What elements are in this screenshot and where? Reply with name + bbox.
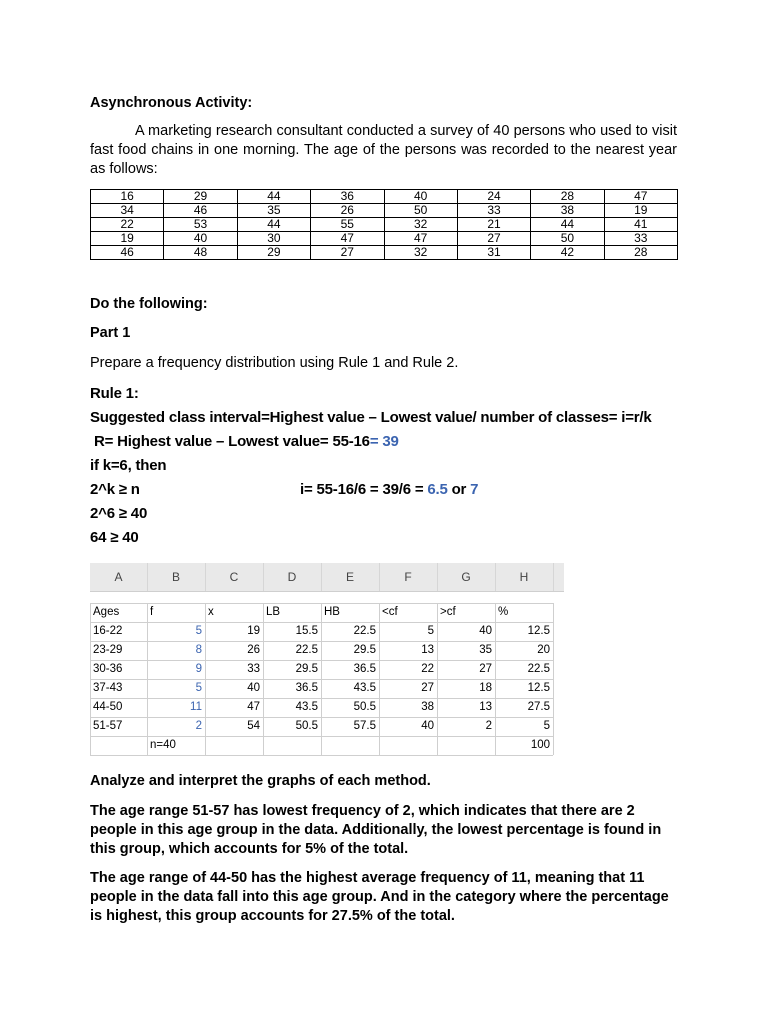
intro-paragraph: A marketing research consultant conducted a survey of 40 persons who used to visit fast food chains in one morning. The age of the persons was recorded to the nearest year as follows: [90, 123, 677, 177]
sheet-cell: 44-50 [93, 701, 123, 713]
raw-table-row [91, 190, 678, 204]
sheet-cell: 38 [421, 701, 434, 713]
raw-table-row [91, 204, 678, 218]
rule1-k-line: if k=6, then [90, 457, 167, 474]
interval-expression: i= 55-16/6 = 39/6 = [300, 481, 428, 498]
prepare-instruction: Prepare a frequency distribution using Rule 1 and Rule 2. [90, 355, 459, 371]
sheet-cell: 19 [247, 625, 260, 637]
rule1-interval-line [300, 481, 478, 498]
sheet-column-letter: H [495, 563, 554, 591]
raw-table-cell: 46 [91, 246, 164, 260]
sheet-cell: 15.5 [295, 625, 318, 637]
sheet-cell: 22.5 [527, 663, 550, 675]
sheet-cell: n=40 [150, 739, 176, 751]
sheet-cell: 18 [479, 682, 492, 694]
sheet-cell: 8 [195, 644, 202, 656]
sheet-cell: 12.5 [527, 625, 550, 637]
raw-table-cell: 50 [384, 204, 457, 218]
raw-table-cell: 32 [384, 218, 457, 232]
sheet-cell: 29.5 [353, 644, 376, 656]
raw-table-cell: 53 [164, 218, 237, 232]
sheet-cell: 22 [421, 663, 434, 675]
rule1-formula: Suggested class interval=Highest value – Lowest value/ number of classes= i=r/k [90, 409, 652, 426]
sheet-cell: 36.5 [295, 682, 318, 694]
rule1-2k-line: 2^k ≥ n [90, 481, 140, 498]
raw-table-cell: 44 [531, 218, 604, 232]
analyze-heading: Analyze and interpret the graphs of each method. [90, 773, 431, 789]
raw-table-cell: 42 [531, 246, 604, 260]
sheet-cell: 100 [530, 739, 550, 751]
raw-table-cell: 26 [311, 204, 384, 218]
sheet-cell: % [498, 606, 509, 618]
sheet-column-letter: F [379, 563, 438, 591]
do-following-heading: Do the following: [90, 296, 208, 312]
raw-table-cell: 41 [604, 218, 677, 232]
sheet-cell: 20 [537, 644, 550, 656]
interval-value-1: 6.5 [427, 481, 448, 498]
sheet-cell: 40 [247, 682, 260, 694]
sheet-cell: f [150, 606, 154, 618]
sheet-cell: 26 [247, 644, 260, 656]
raw-table-cell: 40 [164, 232, 237, 246]
sheet-cell: 27 [479, 663, 492, 675]
sheet-cell: 37-43 [93, 682, 123, 694]
sheet-cell: 13 [421, 644, 434, 656]
sheet-grid-line [553, 603, 554, 755]
sheet-cell: 16-22 [93, 625, 123, 637]
raw-table-cell: 34 [91, 204, 164, 218]
range-result: = 39 [369, 433, 399, 450]
raw-table-cell: 33 [604, 232, 677, 246]
sheet-cell: 11 [190, 701, 202, 713]
sheet-cell: LB [266, 606, 281, 618]
sheet-cell: 12.5 [527, 682, 550, 694]
raw-table-cell: 24 [457, 190, 530, 204]
raw-table-cell: 16 [91, 190, 164, 204]
sheet-cell: 51-57 [93, 720, 123, 732]
rule1-64-line: 64 ≥ 40 [90, 529, 139, 546]
raw-table-cell: 38 [531, 204, 604, 218]
sheet-cell: 5 [427, 625, 434, 637]
raw-table-cell: 55 [311, 218, 384, 232]
raw-table-cell: 22 [91, 218, 164, 232]
sheet-cell: 9 [195, 663, 202, 675]
sheet-cell: Ages [93, 606, 120, 618]
raw-table-cell: 28 [531, 190, 604, 204]
sheet-cell: 40 [479, 625, 492, 637]
raw-table-cell: 47 [384, 232, 457, 246]
raw-table-row [91, 246, 678, 260]
sheet-cell: 5 [195, 682, 202, 694]
sheet-cell: 40 [421, 720, 434, 732]
interpretation-1: The age range 51-57 has lowest frequency of 2, which indicates that there are 2 people in this age group in the data. Additionally, the lowest percentage is found in this group, which accounts for 5% of the total. [90, 803, 662, 857]
sheet-cell: 54 [247, 720, 260, 732]
sheet-cell: >cf [440, 606, 456, 618]
raw-table-cell: 19 [91, 232, 164, 246]
sheet-cell: 2 [485, 720, 492, 732]
sheet-cell: 43.5 [353, 682, 376, 694]
raw-table-cell: 29 [164, 190, 237, 204]
raw-table-cell: 36 [311, 190, 384, 204]
raw-table-cell: 33 [457, 204, 530, 218]
raw-table-cell: 48 [164, 246, 237, 260]
sheet-column-letter: A [90, 563, 148, 591]
raw-table-cell: 19 [604, 204, 677, 218]
raw-table-cell: 28 [604, 246, 677, 260]
raw-table-cell: 50 [531, 232, 604, 246]
interval-value-2: 7 [470, 481, 479, 498]
sheet-cell: 47 [247, 701, 260, 713]
sheet-cell: 57.5 [353, 720, 376, 732]
raw-table-cell: 21 [457, 218, 530, 232]
sheet-cell: 43.5 [295, 701, 318, 713]
sheet-cell: 30-36 [93, 663, 123, 675]
sheet-cell: x [208, 606, 214, 618]
raw-table-cell: 46 [164, 204, 237, 218]
raw-table-cell: 44 [237, 190, 310, 204]
sheet-cell: 36.5 [353, 663, 376, 675]
raw-table-cell: 47 [311, 232, 384, 246]
interpretation-2: The age range of 44-50 has the highest average frequency of 11, meaning that 11 people in the data fall into this age group. And in the category where the percentage is highest, this group accounts for 27.5% of the total. [90, 870, 669, 924]
rule1-heading: Rule 1: [90, 385, 139, 402]
sheet-cell: 23-29 [93, 644, 123, 656]
frequency-spreadsheet [90, 563, 564, 758]
sheet-cell: 35 [479, 644, 492, 656]
sheet-cell: 5 [543, 720, 550, 732]
sheet-column-letter: B [147, 563, 206, 591]
sheet-column-letter: G [437, 563, 496, 591]
sheet-cell: HB [324, 606, 340, 618]
raw-table-row [91, 218, 678, 232]
raw-ages-table [90, 189, 678, 260]
part1-heading: Part 1 [90, 325, 131, 341]
sheet-cell: 50.5 [295, 720, 318, 732]
raw-table-cell: 40 [384, 190, 457, 204]
sheet-cell: 27.5 [527, 701, 550, 713]
raw-table-cell: 47 [604, 190, 677, 204]
raw-table-cell: 27 [457, 232, 530, 246]
sheet-cell: 22.5 [353, 625, 376, 637]
raw-table-cell: 29 [237, 246, 310, 260]
raw-table-cell: 32 [384, 246, 457, 260]
raw-table-cell: 30 [237, 232, 310, 246]
range-expression: R= Highest value – Lowest value= 55-16 [90, 433, 370, 450]
sheet-column-letter: E [321, 563, 380, 591]
sheet-cell: 50.5 [353, 701, 376, 713]
raw-table-cell: 35 [237, 204, 310, 218]
sheet-cell: 13 [479, 701, 492, 713]
sheet-cell: 27 [421, 682, 434, 694]
raw-table-cell: 31 [457, 246, 530, 260]
raw-table-cell: 44 [237, 218, 310, 232]
rule1-range [90, 433, 399, 450]
sheet-column-letter: D [263, 563, 322, 591]
sheet-cell: 29.5 [295, 663, 318, 675]
sheet-cell: 2 [195, 720, 202, 732]
sheet-cell: <cf [382, 606, 398, 618]
sheet-column-letter: C [205, 563, 264, 591]
raw-table-cell: 27 [311, 246, 384, 260]
raw-table-row [91, 232, 678, 246]
sheet-grid-line [90, 755, 553, 756]
page-title: Asynchronous Activity: [90, 95, 253, 111]
sheet-cell: 33 [247, 663, 260, 675]
sheet-cell: 22.5 [295, 644, 318, 656]
sheet-cell: 5 [195, 625, 202, 637]
interval-or: or [447, 481, 471, 498]
rule1-2-6-line: 2^6 ≥ 40 [90, 505, 148, 522]
